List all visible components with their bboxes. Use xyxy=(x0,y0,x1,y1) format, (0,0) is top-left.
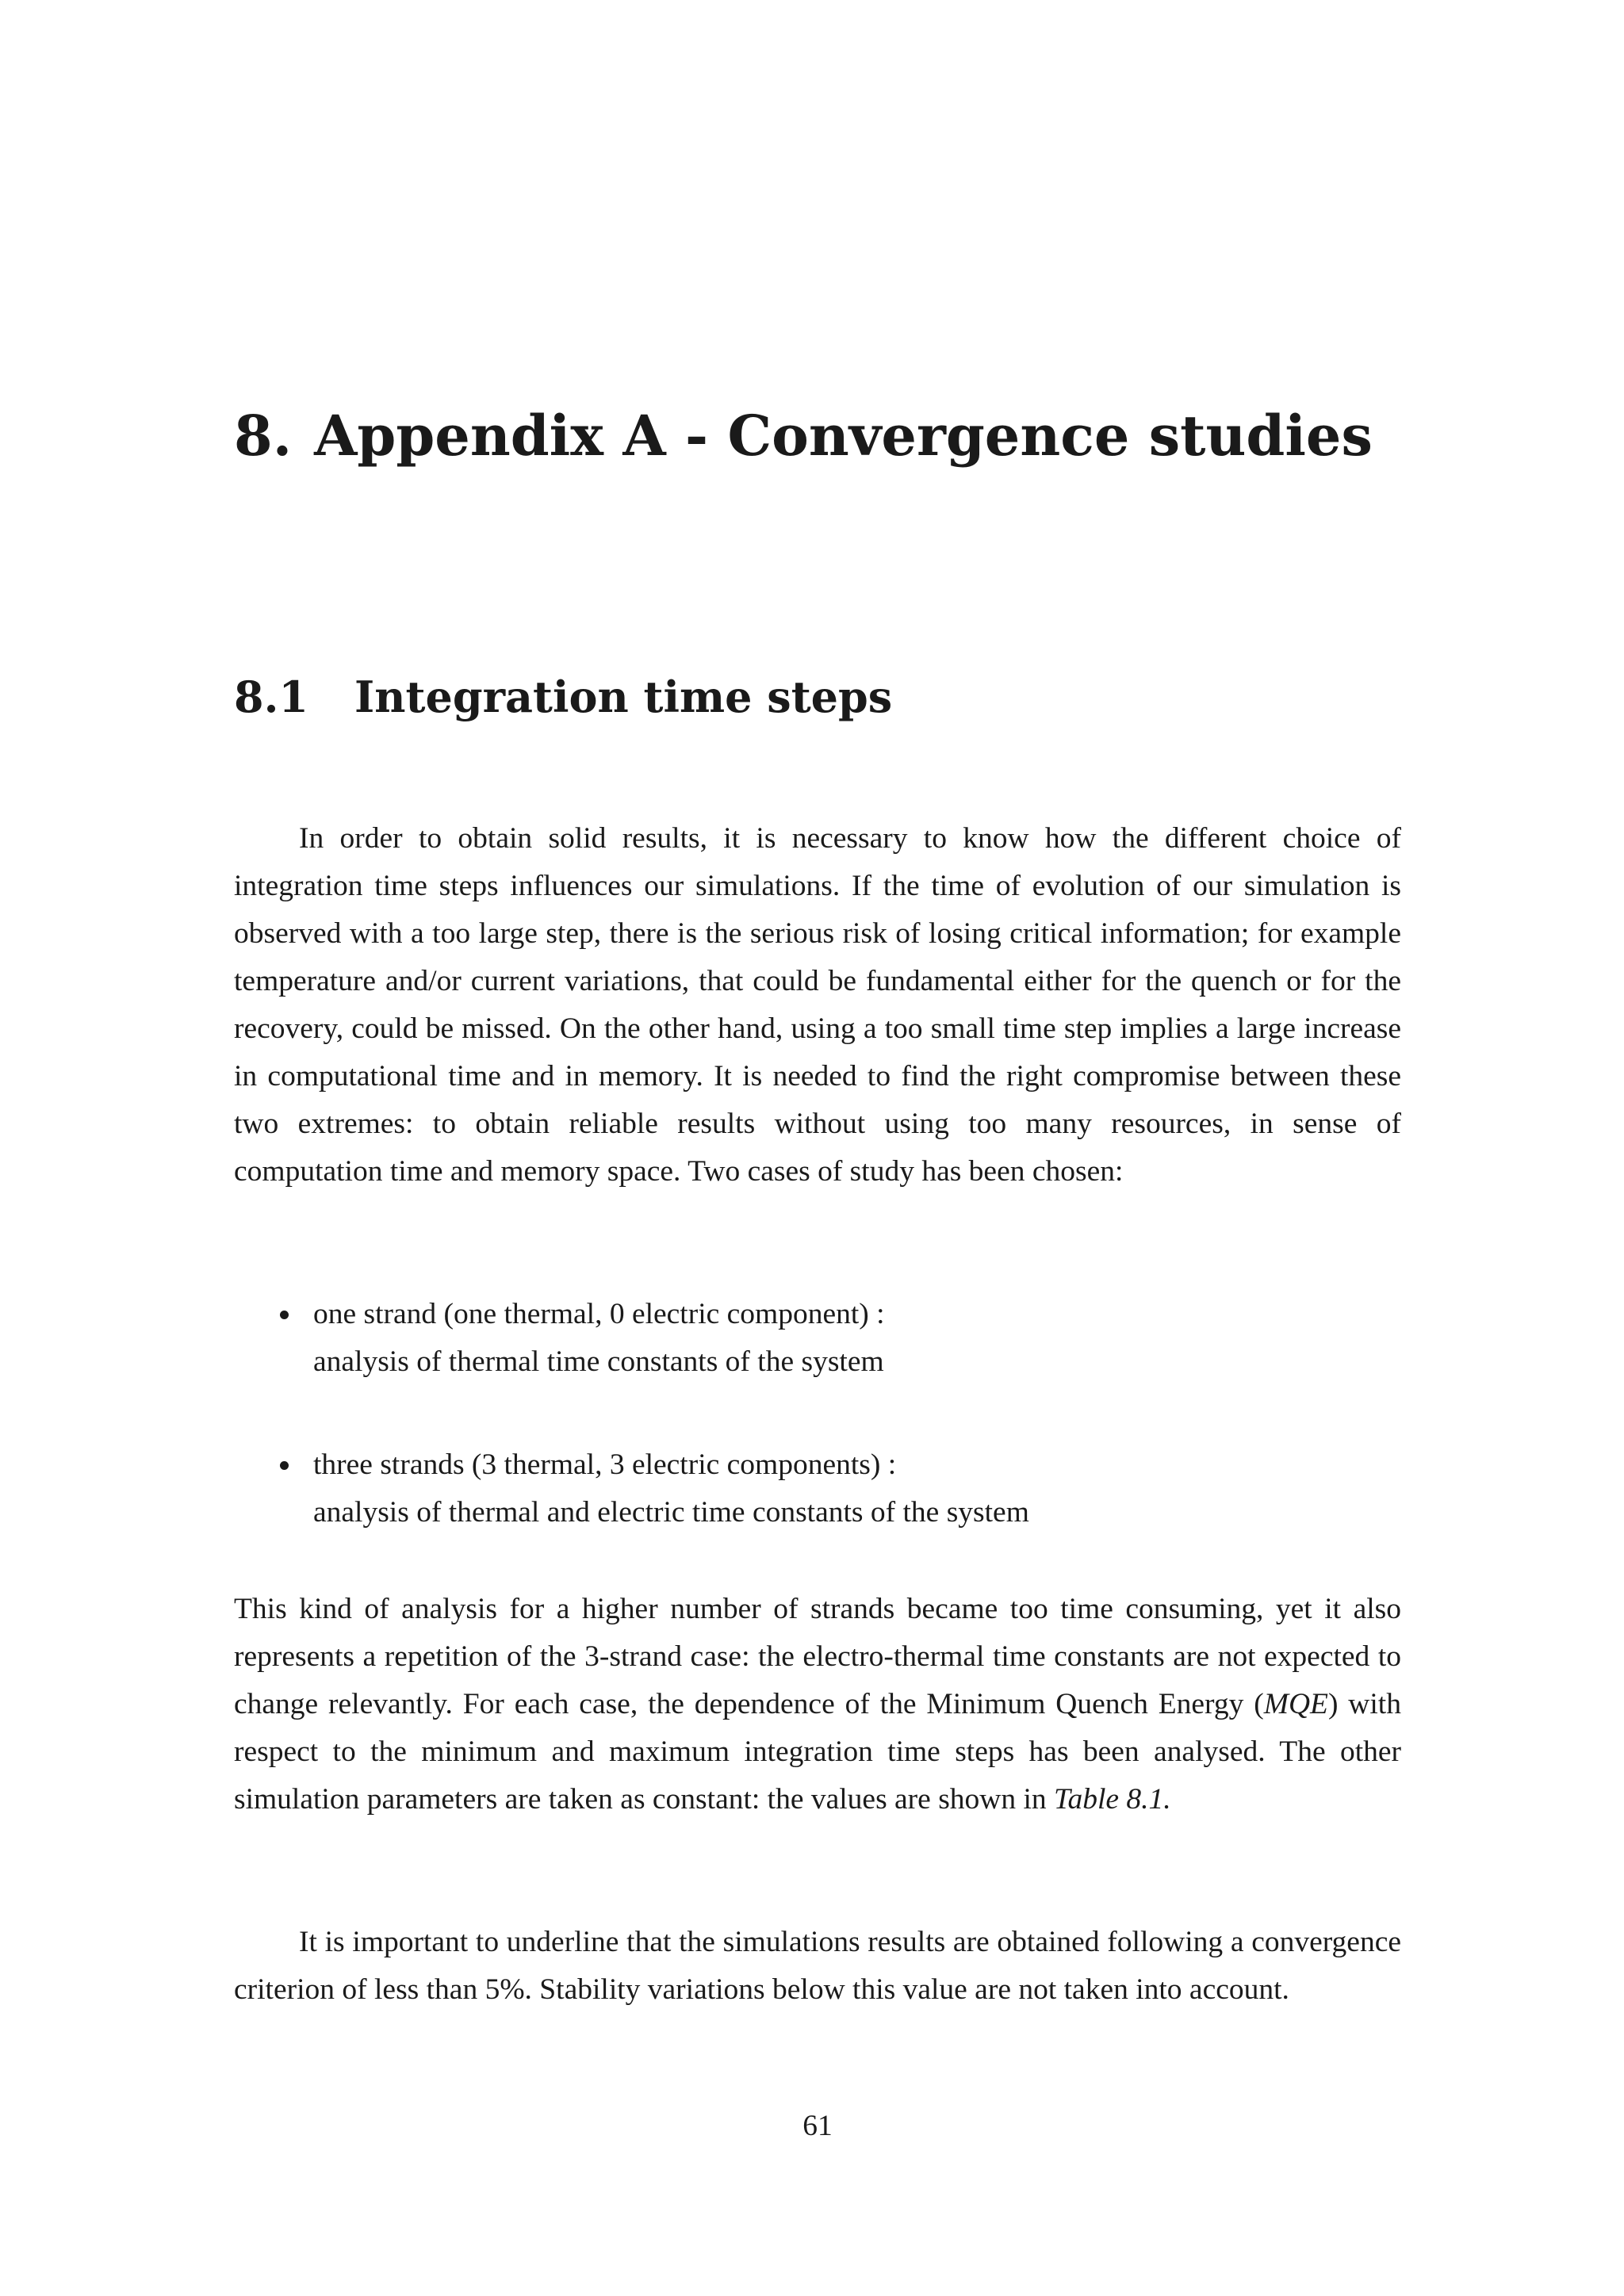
table-reference: Table 8.1. xyxy=(1054,1783,1171,1816)
paragraph-intro: In order to obtain solid results, it is necessary to know how the different choice of integration time steps influences our simulations. If the time of evolution of our simulation is observed with a too large step, there is the serious risk of losing critical information; for example temperature and/or current variations, that could be fundamental either for the quench or for the recovery, could be missed. On the other hand, using a too small time step implies a large increase in computational time and in memory. It is needed to find the right compromise between these two extremes: to obtain reliable results without using too many resources, in sense of computation time and memory space. Two cases of study has been chosen: xyxy=(234,822,1401,1188)
paragraph-convergence: It is important to underline that the simulations results are obtained following a convergence criterion of less than 5%. Stability variations below this value are not taken into account. xyxy=(234,1926,1401,2006)
document-page xyxy=(234,0,1401,2296)
bullet-line: analysis of thermal and electric time constants of the system xyxy=(313,1496,1029,1529)
section-title xyxy=(234,672,893,722)
list-item xyxy=(234,1291,1401,1386)
paragraph-analysis xyxy=(234,1586,1401,1823)
bullet-line: three strands (3 thermal, 3 electric components) : xyxy=(313,1448,897,1481)
page-number: 61 xyxy=(802,2110,833,2142)
section-number: 8.1 xyxy=(234,672,308,722)
mqe-symbol: MQE xyxy=(1263,1688,1328,1720)
list-item xyxy=(234,1441,1401,1536)
bullet-line: analysis of thermal time constants of the system xyxy=(313,1345,884,1378)
section-title-text: Integration time steps xyxy=(354,672,893,722)
chapter-title xyxy=(234,403,1373,469)
paragraph-text: This kind of analysis for a higher number of strands became too time consuming, yet it also represents a repetition of the 3-strand case: the electro-thermal time constants are not expected to change relevantly. For each case, the dependence of the Minimum Quench Energy ( xyxy=(234,1593,1401,1720)
bullet-icon xyxy=(280,1311,289,1319)
chapter-title-text: Appendix A - Convergence studies xyxy=(314,403,1373,469)
chapter-number: 8. xyxy=(234,403,293,469)
bullet-icon xyxy=(280,1461,289,1470)
bullet-line: one strand (one thermal, 0 electric component) : xyxy=(313,1298,885,1330)
bullet-list-item xyxy=(234,1291,1401,1386)
bullet-list-item xyxy=(234,1441,1401,1536)
paragraph-text: ) with respect to the minimum and maximum integration time steps has been analysed. The other simulation parameters are taken as constant: the values are shown in xyxy=(234,1688,1401,1816)
